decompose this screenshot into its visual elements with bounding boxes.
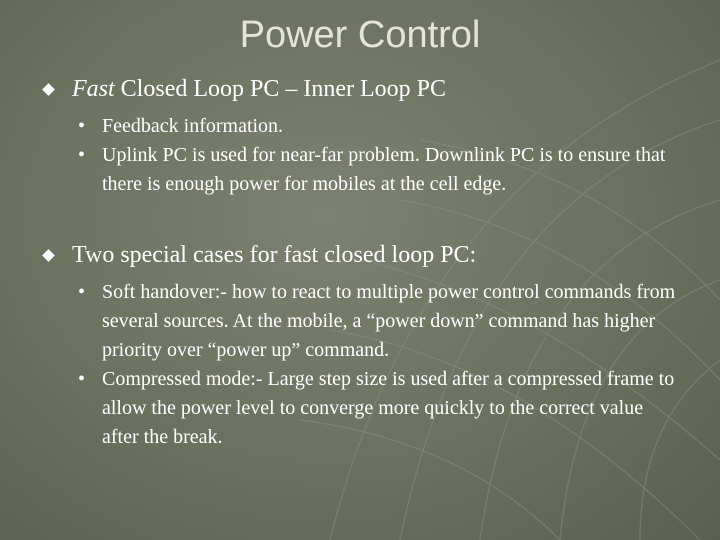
bullet-label: Closed Loop PC – Inner Loop PC (114, 76, 447, 102)
sub-bullet-item (78, 112, 678, 141)
sub-bullet-list (78, 278, 678, 452)
sub-bullet-text: Soft handover:- how to react to multiple power control commands from several sources. At the mobile, a “power down” command has higher priority over “power up” command. (102, 281, 676, 361)
sub-bullet-item (78, 278, 678, 365)
slide-title: Power Control (239, 14, 481, 56)
sub-bullet-text: Uplink PC is used for near-far problem. Downlink PC is to ensure that there is enough power for mobiles at the cell edge. (102, 144, 666, 195)
sub-bullet-item (78, 141, 678, 199)
sub-bullet-text: Feedback information. (102, 115, 284, 137)
bullet-label: Two special cases for fast closed loop PC: (72, 242, 477, 268)
dot-icon: • (78, 144, 86, 166)
dot-icon: • (78, 368, 86, 390)
sub-bullet-text: Compressed mode:- Large step size is used after a compressed frame to allow the power level to converge more quickly to the correct value after the break. (102, 368, 675, 448)
dot-icon: • (78, 115, 86, 137)
bullet-emphasis: Fast (72, 76, 115, 102)
bullet-text (72, 75, 692, 104)
sub-bullet-list (78, 112, 678, 199)
sub-bullet-item (78, 365, 678, 452)
dot-icon: • (78, 281, 86, 303)
